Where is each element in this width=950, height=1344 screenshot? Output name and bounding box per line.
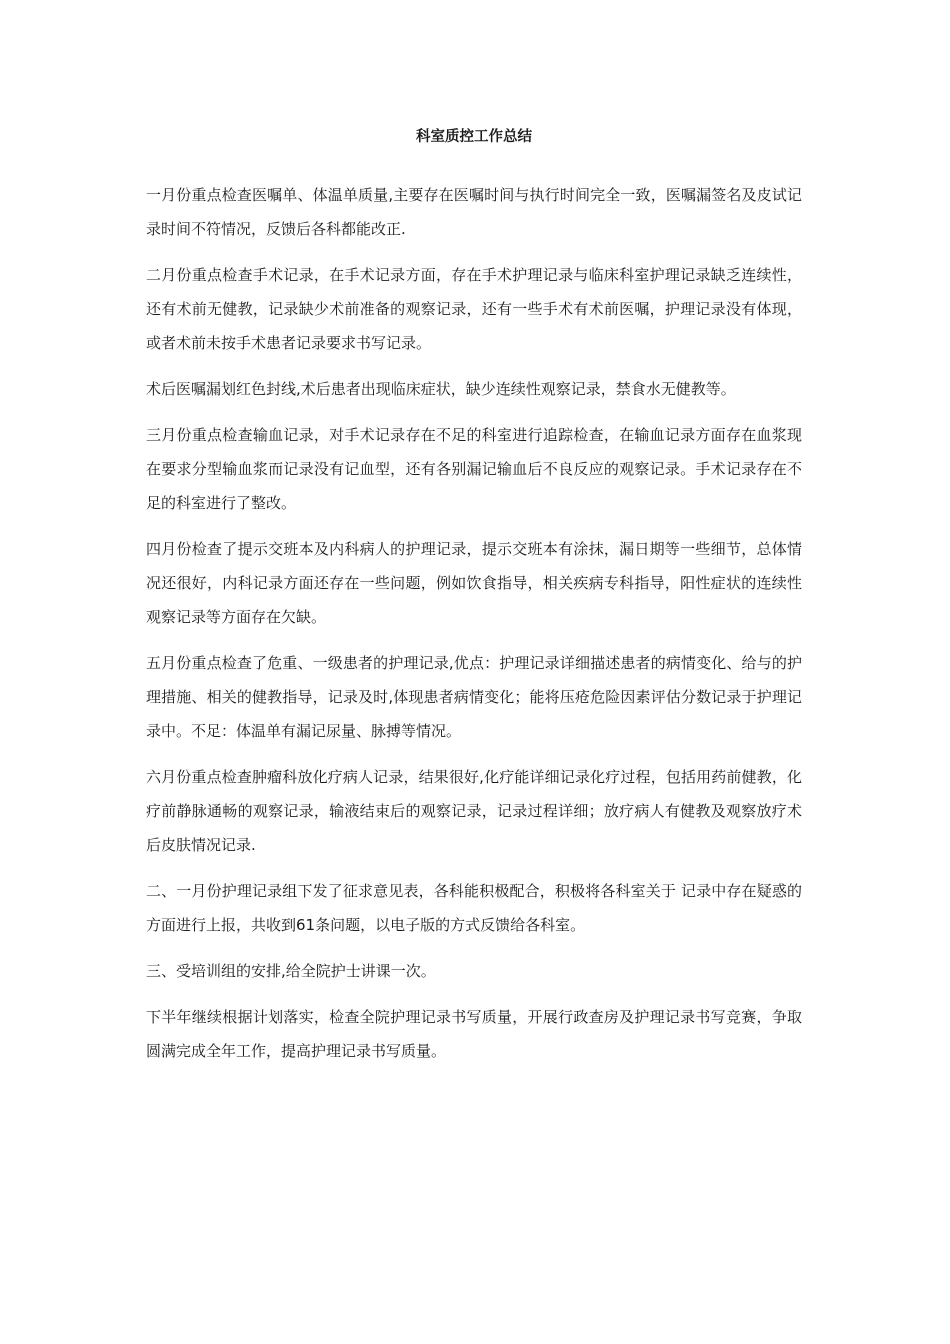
- paragraph-section-two: 二、一月份护理记录组下发了征求意见表，各科能积极配合，积极将各科室关于 记录中存在疑惑的方面进行上报，共收到61条问题，以电子版的方式反馈给各科室。: [146, 882, 802, 934]
- paragraph-april: 四月份检查了提示交班本及内科病人的护理记录，提示交班本有涂抹，漏日期等一些细节，总体情况还很好，内科记录方面还存在一些问题，例如饮食指导，相关疾病专科指导，阳性症状的连续性观察记录等方面存在欠缺。: [146, 540, 802, 626]
- paragraph-march: 三月份重点检查输血记录，对手术记录存在不足的科室进行追踪检查，在输血记录方面存在血浆现在要求分型输血浆而记录没有记血型，还有各别漏记输血后不良反应的观察记录。手术记录存在不足的科室进行了整改。: [146, 426, 802, 512]
- paragraph-second-half-plan: 下半年继续根据计划落实，检查全院护理记录书写质量，开展行政查房及护理记录书写竞赛，争取圆满完成全年工作，提高护理记录书写质量。: [146, 1008, 802, 1060]
- paragraph-section-three: 三、受培训组的安排,给全院护士讲课一次。: [146, 962, 436, 980]
- paragraph-june: 六月份重点检查肿瘤科放化疗病人记录，结果很好,化疗能详细记录化疗过程，包括用药前健教，化疗前静脉通畅的观察记录，输液结束后的观察记录，记录过程详细；放疗病人有健教及观察放疗术后皮肤情况记录.: [146, 768, 802, 854]
- paragraph-may: 五月份重点检查了危重、一级患者的护理记录,优点：护理记录详细描述患者的病情变化、给与的护理措施、相关的健教指导，记录及时,体现患者病情变化；能将压疮危险因素评估分数记录于护理记录中。不足：体温单有漏记尿量、脉搏等情况。: [146, 654, 802, 740]
- paragraph-february: 二月份重点检查手术记录，在手术记录方面，存在手术护理记录与临床科室护理记录缺乏连续性，还有术前无健教，记录缺少术前准备的观察记录，还有一些手术有术前医嘱，护理记录没有体现，或者术前未按手术患者记录要求书写记录。: [146, 266, 802, 352]
- paragraph-january: 一月份重点检查医嘱单、体温单质量,主要存在医嘱时间与执行时间完全一致，医嘱漏签名及皮试记录时间不符情况，反馈后各科都能改正.: [146, 186, 802, 238]
- page-title: 科室质控工作总结: [416, 129, 532, 145]
- paragraph-postoperative: 术后医嘱漏划红色封线,术后患者出现临床症状，缺少连续性观察记录，禁食水无健教等。: [146, 380, 736, 398]
